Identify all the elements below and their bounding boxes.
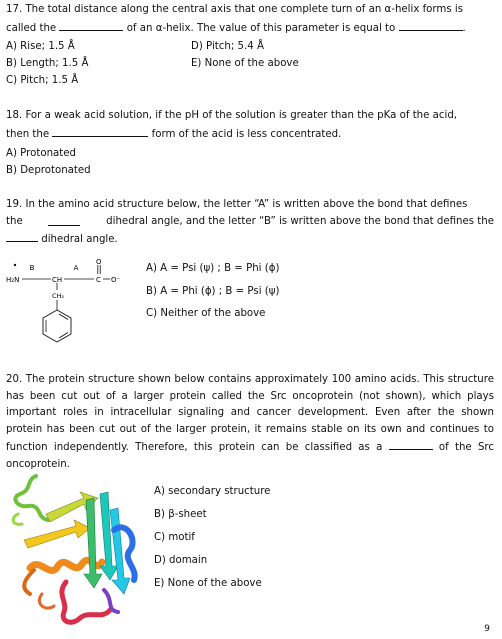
label-b: B (29, 264, 35, 272)
q20-option-d: D) domain (154, 555, 208, 566)
question-18 (6, 108, 494, 143)
question-19 (6, 197, 494, 249)
q18-option-b: B) Deprotonated (6, 165, 91, 176)
q19-line1: 19. In the amino acid structure below, the letter “A” is written above the bond that defines (6, 199, 468, 210)
q19-option-c: C) Neither of the above (146, 308, 266, 319)
q19-option-a: A) A = Psi (ψ) ; B = Phi (ϕ) (146, 263, 280, 274)
q17-option-a: A) Rise; 1.5 Å (6, 41, 75, 52)
amino-acid-structure (4, 258, 132, 356)
q19-line2: the dihedral angle, and the letter “B” is written above the bond that defines the (6, 215, 494, 227)
q17-option-d: D) Pitch; 5.4 Å (191, 41, 264, 52)
label-a: A (73, 264, 79, 272)
protein-ribbon-image (6, 470, 148, 630)
q18-blank (52, 125, 148, 137)
carbonyl-oxygen: O (96, 258, 102, 266)
q19-option-b: B) A = Phi (ϕ) ; B = Psi (ψ) (146, 286, 280, 297)
marker-dot (14, 264, 16, 266)
q18-line2: then the form of the acid is less concentrated. (6, 125, 494, 144)
q17-blank-2 (399, 19, 463, 31)
carbonyl-carbon: C (96, 276, 101, 284)
q20-option-c: C) motif (154, 532, 195, 543)
alpha-carbon: CH (52, 276, 63, 284)
q17-option-e: E) None of the above (191, 58, 299, 69)
q17-line1: 17. The total distance along the central axis that one complete turn of an α-helix forms is (6, 4, 464, 15)
q19-blank-2 (6, 230, 38, 242)
h2n-group: H₂N (6, 276, 20, 284)
q20-option-a: A) secondary structure (154, 486, 271, 497)
q20-blank (389, 438, 433, 450)
q17-line2: called the of an α-helix. The value of this parameter is equal to . (6, 19, 494, 38)
q20-option-b: B) β-sheet (154, 509, 207, 520)
q17-option-c: C) Pitch; 1.5 Å (6, 75, 79, 86)
q17-option-b: B) Length; 1.5 Å (6, 58, 89, 69)
question-17 (6, 2, 494, 37)
q17-blank-1 (59, 19, 123, 31)
q18-line1: 18. For a weak acid solution, if the pH of the solution is greater than the pKa of the acid, (6, 110, 458, 121)
carboxylate-oxygen: O⁻ (111, 276, 121, 284)
page-number: 9 (484, 623, 490, 634)
benzene-ring (43, 310, 71, 342)
q19-line3: dihedral angle. (6, 230, 494, 249)
q18-option-a: A) Protonated (6, 148, 76, 159)
ch2-group: CH₂ (52, 292, 65, 300)
question-20: 20. The protein structure shown below contains approximately 100 amino acids. This structure has been cut out of a larger protein called the Src oncoprotein (not shown), which plays important roles in intracellular signaling and cancer development. Even after the shown protein has been cut out of the larger protein, it remains stable on its own and continues to function independently. Therefore, this protein can be classified as a of the Src oncoprotein. (6, 374, 494, 470)
q20-option-e: E) None of the above (154, 578, 262, 589)
q19-blank-1 (48, 214, 80, 226)
